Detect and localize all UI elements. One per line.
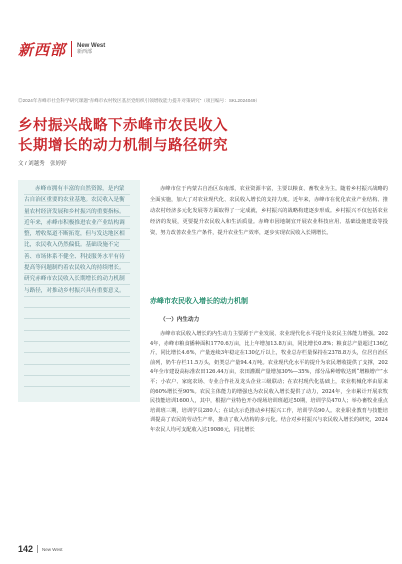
footer-divider	[37, 545, 38, 553]
summary-rule	[24, 386, 130, 387]
masthead-divider	[71, 41, 72, 57]
summary-rule	[24, 318, 130, 319]
masthead	[18, 38, 105, 60]
summary-box	[18, 180, 140, 402]
summary-rule	[24, 330, 130, 331]
summary-rule	[24, 307, 130, 308]
article-title-line-1: 乡村振兴战略下赤峰市农民收入	[18, 117, 228, 134]
article-title-line-2: 长期增长的动力机制与路径研究	[18, 137, 228, 154]
summary-rule	[24, 352, 130, 353]
section-heading: 赤峰市农民收入增长的动力机制	[150, 298, 248, 305]
page-footer	[18, 544, 62, 554]
footer-magazine-name: New West	[42, 546, 63, 552]
magazine-logo: 新西部	[18, 40, 67, 59]
masthead-english-subtitle: 新西部	[77, 49, 93, 55]
body-paragraph-endogenous: 赤峰市农民收入增长的内生动力主要源于产业发展、农业现代化水平提升及农民主体能力增强。2024年，赤峰市粮食播种面积1770.6万亩，比上年增加13.8万亩，同比增长0.8%；粮食总产量超过136亿斤，同比增长4.6%，产量连续3年稳定在130亿斤以上，牧业总存栏量保持在2378.8万头，位居自治区前列，奶牛存栏11.5万头，奶类总产量94.4万吨。农业现代化水平的提升为农民增收提供了支撑，2024年全市建设高标准农田126.44万亩，农田灌溉产量增加30%—35%，部分品种增收达到“增粮增产”水平；小农户、家庭农场、专业合作社及龙头企业三级联动；在农村现代化基础上，农业机械化率由原来的60%增长至90%。农民主体能力的增强也为农民收入增长提供了动力，2024年，全市累计开展农牧民技能培训1600人，其中，根据产业特色开办现场培训班超过50期，培训学员470人；举办畜牧业重点培训班三期，培训学员280人；在试点示范推动乡村振兴工作，培训学员90人。农业职业教育与技能培训提高了农民的劳动生产率，推动了收入结构的多元化。结合对乡村振兴与农民收入增长的研究，2024年农民人均可支配收入达19086元，同比增长	[150, 331, 388, 433]
body-paragraph-intro: 赤峰市位于内蒙古自治区东南部，农业资源丰富，主要以粮食、畜牧业为主。随着乡村振兴战略的全面实施，加大了对农业现代化、农民收入增长的支持力度。近年来，赤峰市在优化农业产业结构、推动农村经济多元化发展等方面取得了一定成就，乡村振兴的战略构建逐步形成。乡村振兴不仅包括农业经济的发展，更要提升农民收入和生活质量。赤峰市因地制宜开展农业科技应用、基础设施建设等投资，努力改善农业生产条件，提升农业生产效率，逐步实现农民收入长期增长。	[150, 186, 388, 236]
summary-rule	[24, 364, 130, 365]
summary-rule	[24, 341, 130, 342]
masthead-english	[77, 43, 105, 55]
summary-rule	[24, 375, 130, 376]
funding-note: ◎2024年赤峰市社会科学研究课题“赤峰市农村牧区基层党组织引领增收能力提升对策研究”（项目编号：SKL2024049）	[18, 98, 260, 103]
summary-text: 赤峰市拥有丰富的自然资源，是内蒙古自治区重要的农业基地。农民收入是衡量农村经济发展和乡村振兴的重要指标。近年来，赤峰市积极推进农业产业结构调整，增收渠道不断拓宽，但与发达地区相比，农民收入仍然偏低。基础设施不完善、市场体系不健全、科技服务水平有待提高等问题制约着农民收入的持续增长。研究赤峰市农民收入长期增长的动力机制与路径，对推动乡村振兴具有重要意义。	[24, 186, 125, 294]
masthead-english-title: New West	[77, 43, 106, 49]
subsection-heading: （一）内生动力	[160, 317, 200, 323]
article-byline: 文 / 刘越秀 张婷婷	[18, 161, 67, 167]
page-number: 142	[18, 544, 34, 554]
